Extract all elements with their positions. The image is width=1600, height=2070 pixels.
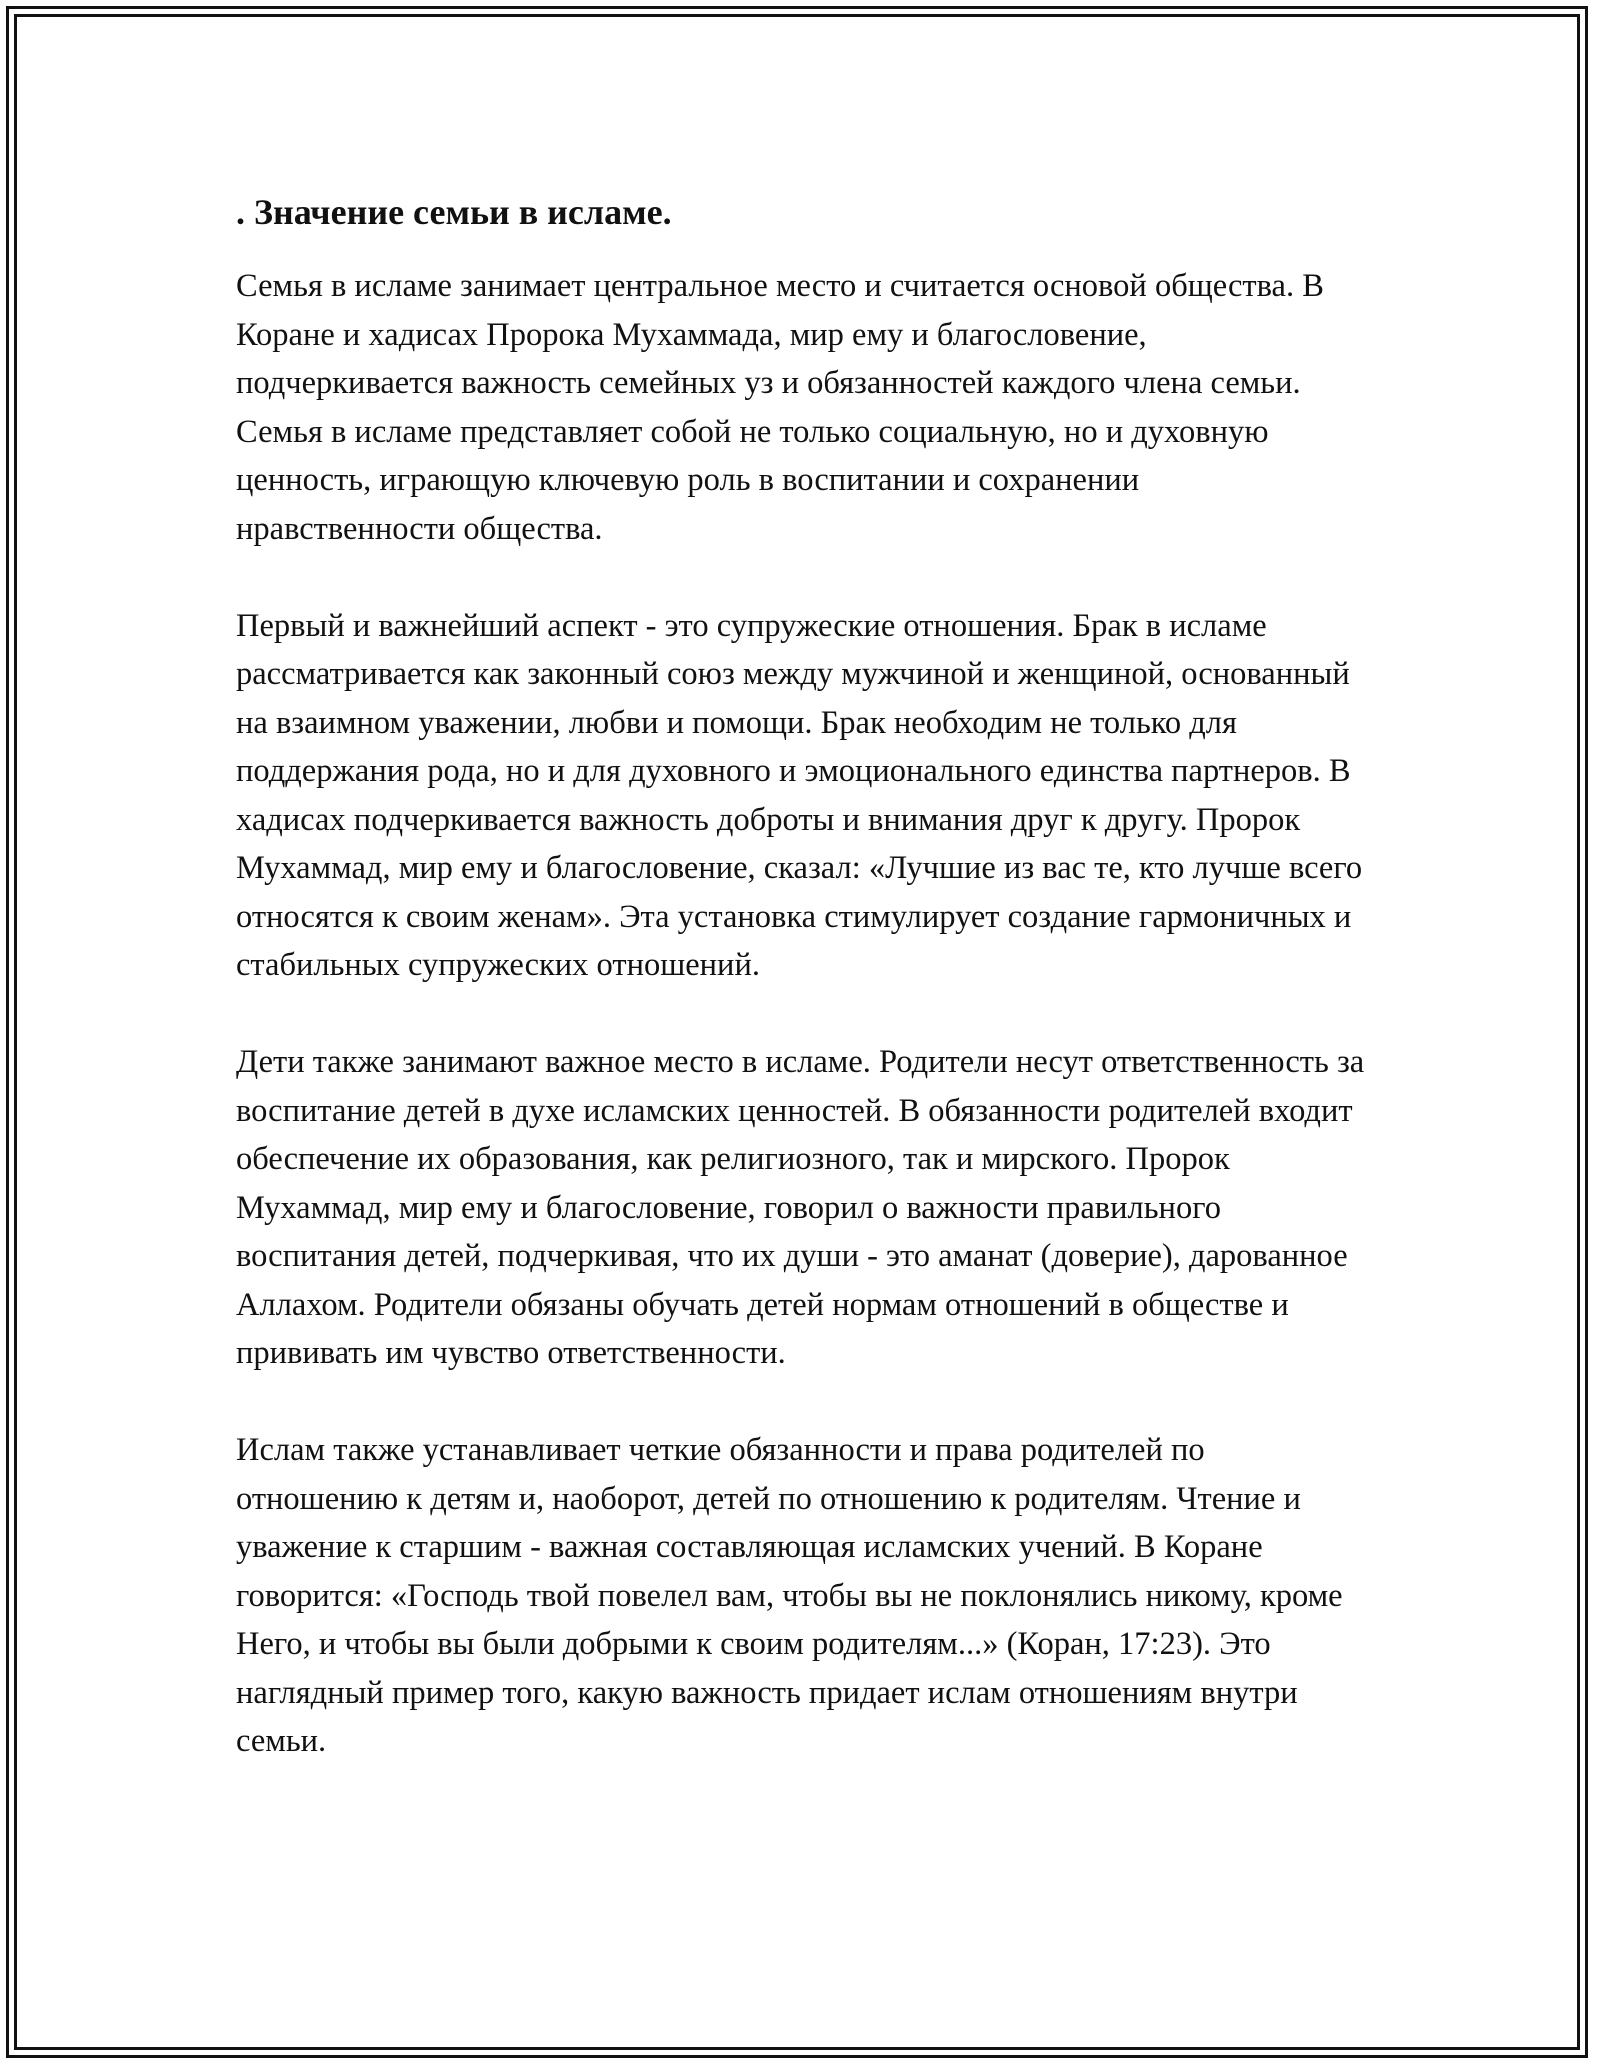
paragraph-marriage: Первый и важнейший аспект - это супружеские отношения. Брак в исламе рассматривается как законный союз между мужчиной и женщиной, основанный на взаимном уважении, любви и помощи. Брак необходим не только для поддержания рода, но и для духовного и эмоционального единства партнеров. В хадисах подчеркивается важность доброты и внимания друг к другу. Пророк Мухаммад, мир ему и благословение, сказал: «Лучшие из вас те, кто лучше всего относятся к своим женам». Эта установка стимулирует создание гармоничных и стабильных супружеских отношений. [236,607,1363,983]
paragraph-parents-rights: Ислам также устанавливает четкие обязанности и права родителей по отношению к детям и, наоборот, детей по отношению к родителям. Чтение и уважение к старшим - важная составляющая исламских учений. В Коране говорится: «Господь твой повелел вам, чтобы вы не поклонялись никому, кроме Него, и чтобы вы были добрыми к своим родителям...» (Коран, 17:23). Это наглядный пример того, какую важность придает ислам отношениям внутри семьи. [236,1432,1343,1759]
paragraph-intro: Семья в исламе занимает центральное место и считается основой общества. В Коране и хадисах Пророка Мухаммада, мир ему и благословение, подчеркивается важность семейных уз и обязанностей каждого члена семьи. Семья в исламе представляет собой не только социальную, но и духовную ценность, играющую ключевую роль в воспитании и сохранении нравственности общества. [236,268,1324,547]
document-body [236,188,1366,1766]
document-heading: . Значение семьи в исламе. [236,192,672,232]
paragraph-children: Дети также занимают важное место в исламе. Родители несут ответственность за воспитание детей в духе исламских ценностей. В обязанности родителей входит обеспечение их образования, как религиозного, так и мирского. Пророк Мухаммад, мир ему и благословение, говорил о важности правильного воспитания детей, подчеркивая, что их души - это аманат (доверие), дарованное Аллахом. Родители обязаны обучать детей нормам отношений в обществе и прививать им чувство ответственности. [236,1044,1365,1371]
